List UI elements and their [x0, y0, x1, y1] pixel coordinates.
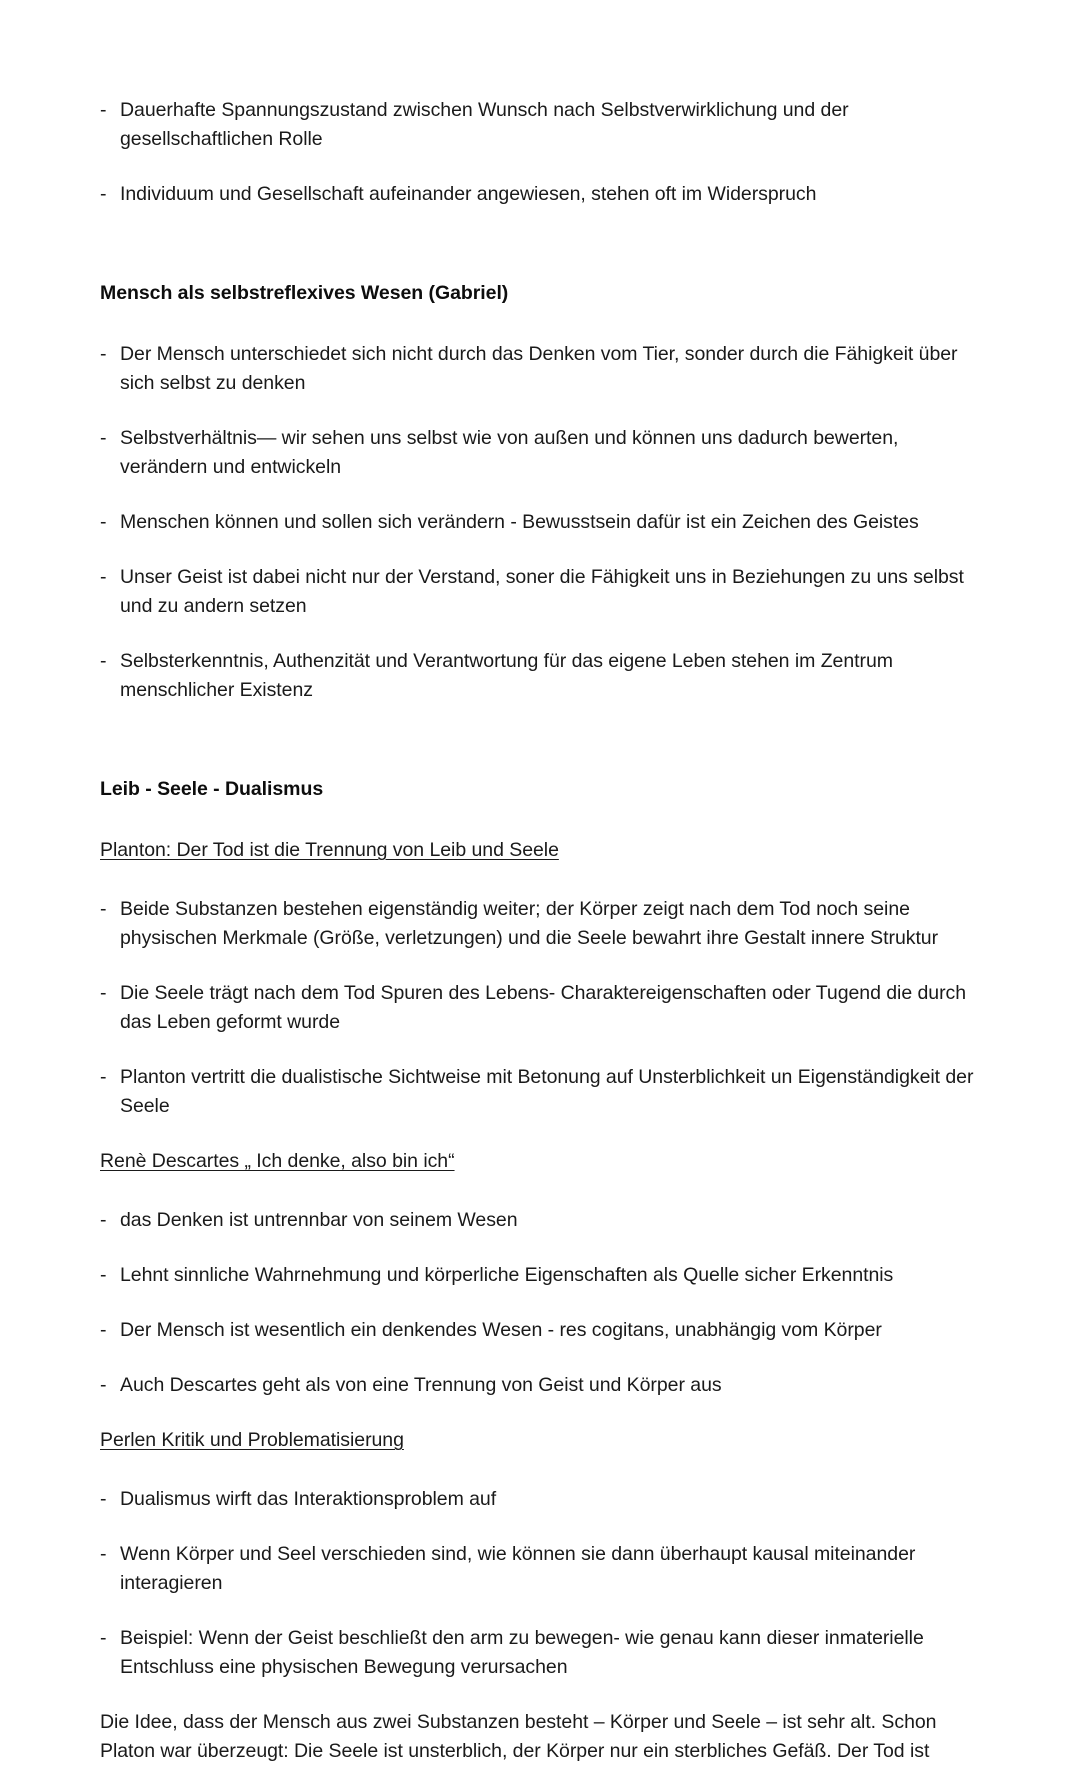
bullet-res-cogitans: [100, 1316, 980, 1345]
heading-leib-seele-dualismus: Leib - Seele - Dualismus: [100, 778, 324, 800]
bullet-text: Lehnt sinnliche Wahrnehmung und körperliche Eigenschaften als Quelle sicher Erkenntnis: [120, 1264, 894, 1286]
bullet-dash-icon: -: [100, 1066, 107, 1088]
paragraph-idee-zwei-substanzen: Die Idee, dass der Mensch aus zwei Substanzen besteht – Körper und Seele – ist sehr alt. Schon Platon war überzeugt: Die Seele ist unsterblich, der Körper nur ein sterbliches Gefäß. Der Tod ist: [100, 1711, 942, 1762]
bullet-unser-geist: [100, 563, 980, 621]
bullet-dash-icon: -: [100, 1488, 107, 1510]
bullet-text: Selbsterkenntnis, Authenzität und Verantwortung für das eigene Leben stehen im Zentrum menschlicher Existenz: [120, 650, 899, 701]
bullet-dash-icon: -: [100, 427, 107, 449]
bullet-text: Der Mensch unterschiedet sich nicht durch das Denken vom Tier, sonder durch die Fähigkeit über sich selbst zu denken: [120, 343, 963, 394]
bullet-der-mensch-unterschiedet: [100, 340, 980, 398]
bullet-dash-icon: -: [100, 1319, 107, 1341]
document-body: [100, 96, 980, 1766]
bullet-beispiel-arm-bewegen: [100, 1624, 980, 1682]
subheading-rene-descartes: Renè Descartes „ Ich denke, also bin ich“: [100, 1150, 455, 1172]
bullet-text: Beide Substanzen bestehen eigenständig weiter; der Körper zeigt nach dem Tod noch seine physischen Merkmale (Größe, verletzungen) und die Seele bewahrt ihre Gestalt innere Struktur: [120, 898, 939, 949]
bullet-selbstverhaeltnis: [100, 424, 980, 482]
bullet-dash-icon: -: [100, 898, 107, 920]
bullet-beide-substanzen: [100, 895, 980, 953]
bullet-dash-icon: -: [100, 566, 107, 588]
subheading-rene-descartes-row: [100, 1147, 980, 1176]
bullet-interaktionsproblem: [100, 1485, 980, 1514]
bullet-individuum-gesellschaft: [100, 180, 980, 209]
bullet-text: Wenn Körper und Seel verschieden sind, wie können sie dann überhaupt kausal miteinander interagieren: [120, 1543, 921, 1594]
bullet-dash-icon: -: [100, 982, 107, 1004]
bullet-dash-icon: -: [100, 99, 107, 121]
heading-mensch-selbstreflexives-wesen: Mensch als selbstreflexives Wesen (Gabriel): [100, 282, 509, 304]
bullet-dash-icon: -: [100, 1264, 107, 1286]
bullet-dash-icon: -: [100, 343, 107, 365]
bullet-text: Die Seele trägt nach dem Tod Spuren des Lebens- Charaktereigenschaften oder Tugend die durch das Leben geformt wurde: [120, 982, 972, 1033]
bullet-text: Unser Geist ist dabei nicht nur der Verstand, soner die Fähigkeit uns in Beziehungen zu uns selbst und zu andern setzen: [120, 566, 970, 617]
bullet-text: Selbstverhältnis— wir sehen uns selbst wie von außen und können uns dadurch bewerten, verändern und entwickeln: [120, 427, 904, 478]
bullet-text: Beispiel: Wenn der Geist beschließt den arm zu bewegen- wie genau kann dieser inmaterielle Entschluss eine physischen Bewegung verursachen: [120, 1627, 930, 1678]
bullet-koerper-seel-verschieden: [100, 1540, 980, 1598]
subheading-perlen-kritik: Perlen Kritik und Problematisierung: [100, 1429, 404, 1451]
bullet-descartes-trennung: [100, 1371, 980, 1400]
bullet-spannungszustand: [100, 96, 980, 154]
bullet-dash-icon: -: [100, 183, 107, 205]
subheading-perlen-kritik-row: [100, 1426, 980, 1455]
subheading-planton-tod-trennung: Planton: Der Tod ist die Trennung von Leib und Seele: [100, 839, 559, 861]
bullet-lehnt-sinnliche-wahrnehmung: [100, 1261, 980, 1290]
bullet-planton-dualistische-sichtweise: [100, 1063, 980, 1121]
bullet-text: Auch Descartes geht als von eine Trennung von Geist und Körper aus: [120, 1374, 722, 1396]
bullet-text: Dualismus wirft das Interaktionsproblem auf: [120, 1488, 497, 1510]
bullet-denken-untrennbar: [100, 1206, 980, 1235]
bullet-text: Individuum und Gesellschaft aufeinander angewiesen, stehen oft im Widerspruch: [120, 183, 817, 205]
bullet-dash-icon: -: [100, 650, 107, 672]
bullet-selbsterkenntnis: [100, 647, 980, 705]
bullet-die-seele-traegt: [100, 979, 980, 1037]
bullet-text: Dauerhafte Spannungszustand zwischen Wunsch nach Selbstverwirklichung und der gesellschaftlichen Rolle: [120, 99, 854, 150]
bullet-dash-icon: -: [100, 1374, 107, 1396]
bullet-text: Menschen können und sollen sich verändern - Bewusstsein dafür ist ein Zeichen des Geistes: [120, 511, 919, 533]
bullet-dash-icon: -: [100, 1209, 107, 1231]
bullet-text: Der Mensch ist wesentlich ein denkendes Wesen - res cogitans, unabhängig vom Körper: [120, 1319, 882, 1341]
bullet-dash-icon: -: [100, 1627, 107, 1649]
bullet-text: Planton vertritt die dualistische Sichtweise mit Betonung auf Unsterblichkeit un Eigenständigkeit der Seele: [120, 1066, 979, 1117]
bullet-text: das Denken ist untrennbar von seinem Wesen: [120, 1209, 518, 1231]
bullet-dash-icon: -: [100, 1543, 107, 1565]
subheading-planton-tod-trennung-row: [100, 836, 980, 865]
bullet-menschen-koennen-veraendern: [100, 508, 980, 537]
bullet-dash-icon: -: [100, 511, 107, 533]
